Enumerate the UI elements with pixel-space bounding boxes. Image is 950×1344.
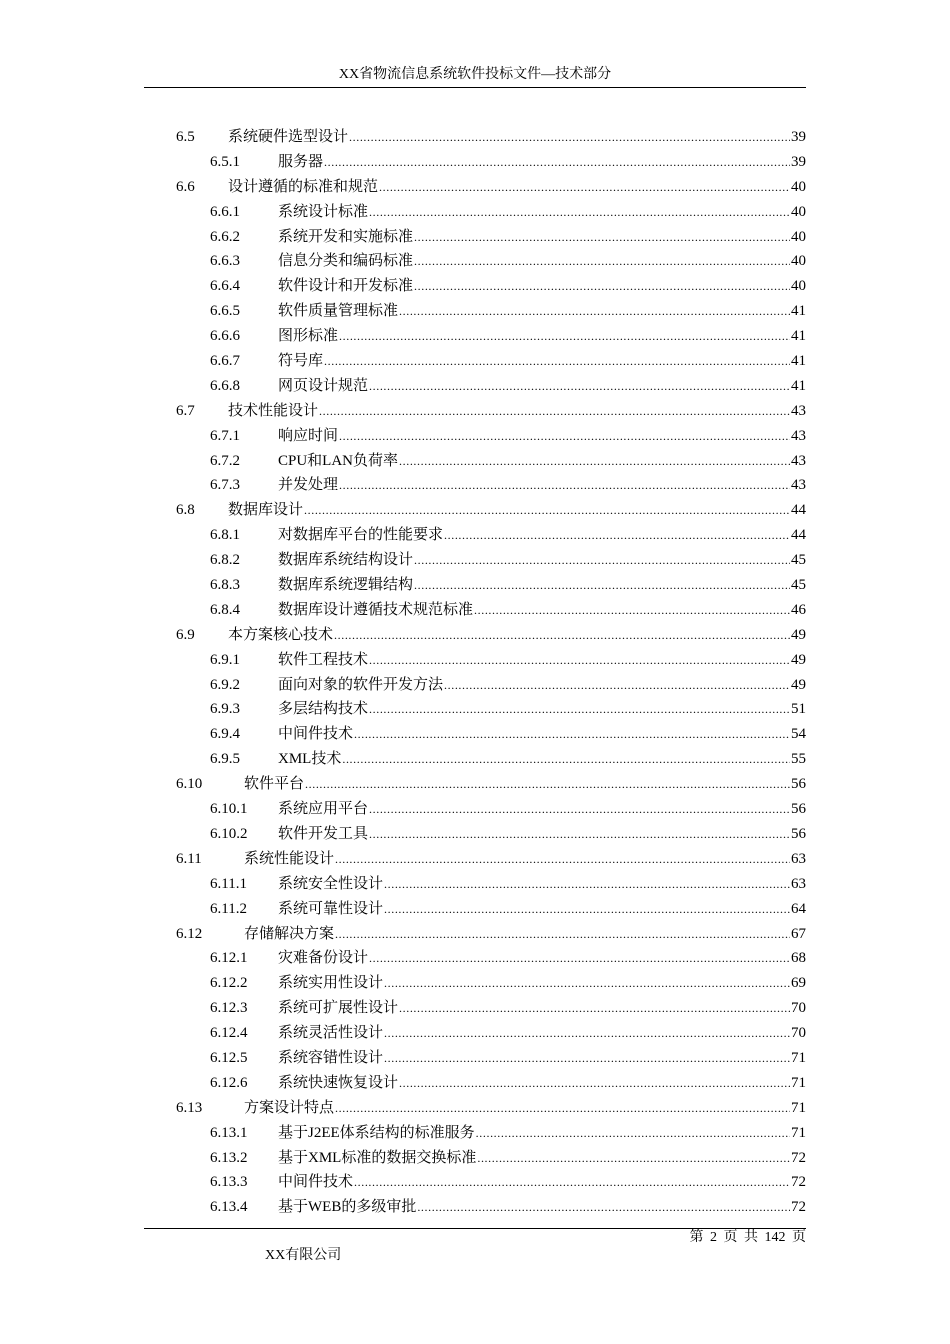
- toc-entry-title: 图形标准: [278, 328, 339, 345]
- toc-entry-number: 6.12.2: [210, 975, 248, 992]
- toc-entry[interactable]: [176, 200, 806, 225]
- toc-entry[interactable]: [176, 150, 806, 175]
- toc-entry-title: 基于XML标准的数据交换标准: [278, 1149, 477, 1166]
- toc-entry-number: 6.7.2: [210, 452, 240, 469]
- toc-entry[interactable]: [176, 1146, 806, 1171]
- toc-entry[interactable]: [176, 349, 806, 374]
- toc-leader-dots: [384, 897, 790, 922]
- toc-entry-title: 系统应用平台: [278, 801, 369, 818]
- toc-entry-number: 6.9.5: [210, 751, 240, 768]
- toc-entry[interactable]: [176, 872, 806, 897]
- toc-entry-page: 49: [791, 626, 806, 643]
- company-name: XX有限公司: [265, 1248, 342, 1263]
- toc-entry-number: 6.12.1: [210, 950, 248, 967]
- toc-entry-number: 6.6.4: [210, 278, 240, 295]
- toc-entry-title: 系统可扩展性设计: [278, 1000, 399, 1017]
- toc-entry-number: 6.8: [176, 502, 195, 519]
- toc-entry-page: 40: [791, 203, 806, 220]
- toc-entry-number: 6.6.2: [210, 228, 240, 245]
- toc-entry-page: 39: [791, 129, 806, 145]
- toc-entry-number: 6.13.2: [210, 1149, 248, 1166]
- toc-leader-dots: [369, 697, 790, 722]
- toc-leader-dots: [369, 946, 790, 971]
- toc-leader-dots: [414, 573, 790, 598]
- toc-entry-number: 6.13.4: [210, 1199, 248, 1216]
- toc-leader-dots: [384, 1046, 790, 1071]
- toc-entry[interactable]: [176, 847, 806, 872]
- toc-leader-dots: [335, 1096, 790, 1121]
- toc-leader-dots: [384, 971, 790, 996]
- toc-entry-number: 6.7.1: [210, 427, 240, 444]
- toc-leader-dots: [335, 847, 790, 872]
- toc-leader-dots: [399, 996, 790, 1021]
- toc-entry[interactable]: [176, 125, 806, 150]
- toc-entry[interactable]: [176, 598, 806, 623]
- toc-entry-page: 41: [791, 303, 806, 320]
- toc-entry[interactable]: [176, 374, 806, 399]
- toc-entry-page: 71: [791, 1049, 806, 1066]
- toc-entry-page: 43: [791, 402, 806, 419]
- toc-entry-title: 服务器: [278, 153, 324, 170]
- toc-leader-dots: [342, 747, 790, 772]
- toc-entry[interactable]: [176, 1096, 806, 1121]
- toc-entry[interactable]: [176, 1046, 806, 1071]
- toc-leader-dots: [399, 449, 790, 474]
- toc-leader-dots: [334, 623, 790, 648]
- toc-entry-number: 6.7: [176, 402, 195, 419]
- toc-entry-number: 6.6.1: [210, 203, 240, 220]
- toc-entry-title: 网页设计规范: [278, 377, 369, 394]
- toc-leader-dots: [384, 872, 790, 897]
- toc-entry-number: 6.10: [176, 776, 203, 793]
- toc-entry-page: 44: [791, 527, 806, 544]
- toc-entry-number: 6.8.3: [210, 577, 240, 594]
- toc-entry-title: 并发处理: [278, 477, 339, 494]
- toc-entry-title: 技术性能设计: [228, 402, 319, 419]
- toc-entry[interactable]: [176, 996, 806, 1021]
- toc-entry-title: 响应时间: [278, 427, 339, 444]
- toc-entry-number: 6.11.1: [210, 875, 247, 892]
- toc-entry-page: 71: [791, 1074, 806, 1091]
- toc-entry-title: 系统实用性设计: [278, 975, 384, 992]
- toc-entry-page: 49: [791, 676, 806, 693]
- toc-entry-title: 软件工程技术: [278, 651, 369, 668]
- toc-entry[interactable]: [176, 822, 806, 847]
- toc-entry-title: 中间件技术: [278, 726, 354, 743]
- toc-entry-number: 6.9: [176, 626, 195, 643]
- toc-entry-number: 6.11: [176, 850, 202, 867]
- toc-entry-page: 40: [791, 228, 806, 245]
- toc-entry[interactable]: [176, 399, 806, 424]
- toc-entry-number: 6.12.5: [210, 1049, 248, 1066]
- toc-entry-number: 6.13: [176, 1099, 203, 1116]
- toc-entry-number: 6.5.1: [210, 153, 240, 170]
- toc-leader-dots: [369, 648, 790, 673]
- page-number: 第 2 页 共 142 页: [689, 1230, 806, 1245]
- toc-entry-number: 6.9.4: [210, 726, 240, 743]
- toc-entry-page: 72: [791, 1149, 806, 1166]
- toc-entry-page: 56: [791, 801, 806, 818]
- toc-entry-number: 6.8.4: [210, 601, 240, 618]
- toc-entry-number: 6.6.8: [210, 377, 240, 394]
- toc-leader-dots: [414, 548, 790, 573]
- toc-entry-page: 56: [791, 825, 806, 842]
- toc-leader-dots: [339, 324, 790, 349]
- toc-entry-page: 67: [791, 925, 806, 942]
- toc-leader-dots: [339, 424, 790, 449]
- toc-entry-number: 6.12.4: [210, 1025, 248, 1042]
- toc-entry-page: 56: [791, 776, 806, 793]
- toc-entry[interactable]: [176, 971, 806, 996]
- toc-entry-title: 信息分类和编码标准: [278, 253, 414, 270]
- toc-leader-dots: [417, 1195, 790, 1220]
- toc-entry[interactable]: [176, 648, 806, 673]
- toc-entry[interactable]: [176, 449, 806, 474]
- toc-entry[interactable]: [176, 772, 806, 797]
- toc-leader-dots: [335, 922, 790, 947]
- toc-entry[interactable]: [176, 797, 806, 822]
- toc-entry-number: 6.11.2: [210, 900, 247, 917]
- toc-entry-number: 6.6.5: [210, 303, 240, 320]
- toc-leader-dots: [319, 399, 790, 424]
- toc-entry-title: 软件平台: [244, 776, 305, 793]
- page-header-title: XX省物流信息系统软件投标文件—技术部分: [338, 67, 612, 82]
- toc-entry-page: 63: [791, 850, 806, 867]
- toc-entry[interactable]: [176, 523, 806, 548]
- toc-entry-number: 6.6.6: [210, 328, 240, 345]
- toc-entry-title: 系统可靠性设计: [278, 900, 384, 917]
- toc-entry-title: 对数据库平台的性能要求: [278, 527, 444, 544]
- toc-entry-number: 6.9.1: [210, 651, 240, 668]
- toc-entry[interactable]: [176, 1195, 806, 1220]
- toc-leader-dots: [369, 200, 790, 225]
- toc-entry-number: 6.10.1: [210, 801, 248, 818]
- toc-entry-page: 39: [791, 153, 806, 170]
- toc-entry-page: 69: [791, 975, 806, 992]
- table-of-contents: [176, 125, 806, 1220]
- toc-leader-dots: [414, 225, 790, 250]
- toc-entry-number: 6.7.3: [210, 477, 240, 494]
- toc-entry-number: 6.12.3: [210, 1000, 248, 1017]
- toc-entry-title: 基于J2EE体系结构的标准服务: [278, 1124, 475, 1141]
- toc-leader-dots: [369, 374, 790, 399]
- header-divider: [144, 87, 806, 88]
- toc-leader-dots: [444, 673, 790, 698]
- toc-entry[interactable]: [176, 473, 806, 498]
- toc-entry-title: 中间件技术: [278, 1174, 354, 1191]
- toc-entry-title: 系统容错性设计: [278, 1049, 384, 1066]
- toc-leader-dots: [476, 1121, 790, 1146]
- toc-entry-page: 54: [791, 726, 806, 743]
- toc-entry[interactable]: [176, 922, 806, 947]
- toc-entry[interactable]: [176, 1121, 806, 1146]
- toc-entry-title: 软件质量管理标准: [278, 303, 399, 320]
- toc-entry[interactable]: [176, 249, 806, 274]
- toc-leader-dots: [354, 1170, 790, 1195]
- toc-entry-title: 数据库设计遵循技术规范标准: [278, 601, 474, 618]
- toc-entry-number: 6.12: [176, 925, 203, 942]
- toc-entry-title: 系统灵活性设计: [278, 1025, 384, 1042]
- toc-leader-dots: [354, 722, 790, 747]
- toc-entry-title: CPU和LAN负荷率: [278, 452, 399, 469]
- toc-entry-title: 设计遵循的标准和规范: [228, 178, 379, 195]
- toc-entry[interactable]: [176, 548, 806, 573]
- toc-leader-dots: [324, 349, 790, 374]
- toc-entry-title: 系统安全性设计: [278, 875, 384, 892]
- toc-entry-number: 6.13.1: [210, 1124, 248, 1141]
- toc-entry-number: 6.9.2: [210, 676, 240, 693]
- toc-entry-page: 55: [791, 751, 806, 768]
- toc-entry[interactable]: [176, 747, 806, 772]
- toc-entry-title: 数据库系统结构设计: [278, 552, 414, 569]
- toc-leader-dots: [369, 797, 790, 822]
- toc-entry-page: 72: [791, 1174, 806, 1191]
- toc-entry[interactable]: [176, 697, 806, 722]
- toc-entry-number: 6.13.3: [210, 1174, 248, 1191]
- toc-entry[interactable]: [176, 299, 806, 324]
- toc-leader-dots: [304, 498, 790, 523]
- toc-entry-number: 6.10.2: [210, 825, 248, 842]
- toc-entry-title: 系统快速恢复设计: [278, 1074, 399, 1091]
- toc-entry-number: 6.6.3: [210, 253, 240, 270]
- toc-leader-dots: [477, 1146, 790, 1171]
- toc-entry-page: 68: [791, 950, 806, 967]
- toc-entry[interactable]: [176, 1071, 806, 1096]
- toc-entry-page: 51: [791, 701, 806, 718]
- toc-entry-number: 6.9.3: [210, 701, 240, 718]
- toc-entry-page: 43: [791, 477, 806, 494]
- toc-entry-number: 6.6: [176, 178, 195, 195]
- toc-entry-number: 6.8.2: [210, 552, 240, 569]
- toc-entry[interactable]: [176, 424, 806, 449]
- toc-entry-title: 面向对象的软件开发方法: [278, 676, 444, 693]
- toc-entry-page: 40: [791, 278, 806, 295]
- toc-entry[interactable]: [176, 498, 806, 523]
- toc-entry-title: 符号库: [278, 353, 324, 370]
- toc-entry-title: 方案设计特点: [244, 1099, 335, 1116]
- toc-leader-dots: [474, 598, 790, 623]
- toc-entry-page: 45: [791, 552, 806, 569]
- toc-entry-page: 71: [791, 1124, 806, 1141]
- toc-leader-dots: [414, 274, 790, 299]
- toc-leader-dots: [399, 1071, 790, 1096]
- toc-entry-page: 70: [791, 1000, 806, 1017]
- toc-leader-dots: [444, 523, 790, 548]
- toc-entry-title: XML技术: [278, 751, 342, 768]
- toc-entry-title: 灾难备份设计: [278, 950, 369, 967]
- toc-leader-dots: [349, 125, 790, 150]
- toc-leader-dots: [414, 249, 790, 274]
- toc-leader-dots: [379, 175, 790, 200]
- toc-leader-dots: [384, 1021, 790, 1046]
- toc-entry[interactable]: [176, 573, 806, 598]
- toc-leader-dots: [305, 772, 790, 797]
- toc-entry-page: 46: [791, 601, 806, 618]
- toc-entry-title: 系统性能设计: [244, 850, 335, 867]
- toc-entry[interactable]: [176, 175, 806, 200]
- toc-entry-title: 数据库系统逻辑结构: [278, 577, 414, 594]
- toc-entry[interactable]: [176, 946, 806, 971]
- toc-entry-page: 71: [791, 1099, 806, 1116]
- toc-entry[interactable]: [176, 722, 806, 747]
- toc-entry-page: 49: [791, 651, 806, 668]
- toc-entry[interactable]: [176, 1170, 806, 1195]
- toc-entry-title: 系统硬件选型设计: [228, 129, 349, 145]
- toc-entry-number: 6.5: [176, 129, 195, 145]
- toc-entry-page: 41: [791, 353, 806, 370]
- toc-entry-page: 64: [791, 900, 806, 917]
- toc-entry-number: 6.12.6: [210, 1074, 248, 1091]
- toc-leader-dots: [339, 473, 790, 498]
- toc-entry-page: 72: [791, 1199, 806, 1216]
- toc-entry-title: 本方案核心技术: [228, 626, 334, 643]
- toc-leader-dots: [399, 299, 790, 324]
- toc-entry-title: 软件开发工具: [278, 825, 369, 842]
- toc-entry[interactable]: [176, 1021, 806, 1046]
- toc-entry-page: 43: [791, 452, 806, 469]
- toc-entry-title: 数据库设计: [228, 502, 304, 519]
- toc-entry-page: 43: [791, 427, 806, 444]
- toc-leader-dots: [324, 150, 790, 175]
- toc-entry-page: 44: [791, 502, 806, 519]
- toc-entry-page: 40: [791, 253, 806, 270]
- toc-entry-page: 41: [791, 328, 806, 345]
- toc-entry-title: 软件设计和开发标准: [278, 278, 414, 295]
- toc-entry-title: 存储解决方案: [244, 925, 335, 942]
- toc-entry[interactable]: [176, 274, 806, 299]
- toc-entry[interactable]: [176, 673, 806, 698]
- toc-entry-number: 6.8.1: [210, 527, 240, 544]
- toc-entry[interactable]: [176, 623, 806, 648]
- toc-entry-page: 40: [791, 178, 806, 195]
- toc-entry-page: 41: [791, 377, 806, 394]
- toc-entry-number: 6.6.7: [210, 353, 240, 370]
- toc-entry-title: 系统开发和实施标准: [278, 228, 414, 245]
- toc-entry[interactable]: [176, 897, 806, 922]
- toc-entry[interactable]: [176, 324, 806, 349]
- toc-entry-title: 系统设计标准: [278, 203, 369, 220]
- toc-entry-page: 63: [791, 875, 806, 892]
- toc-entry-page: 70: [791, 1025, 806, 1042]
- toc-entry-page: 45: [791, 577, 806, 594]
- toc-entry-title: 基于WEB的多级审批: [278, 1199, 417, 1216]
- toc-leader-dots: [369, 822, 790, 847]
- toc-entry-title: 多层结构技术: [278, 701, 369, 718]
- toc-entry[interactable]: [176, 225, 806, 250]
